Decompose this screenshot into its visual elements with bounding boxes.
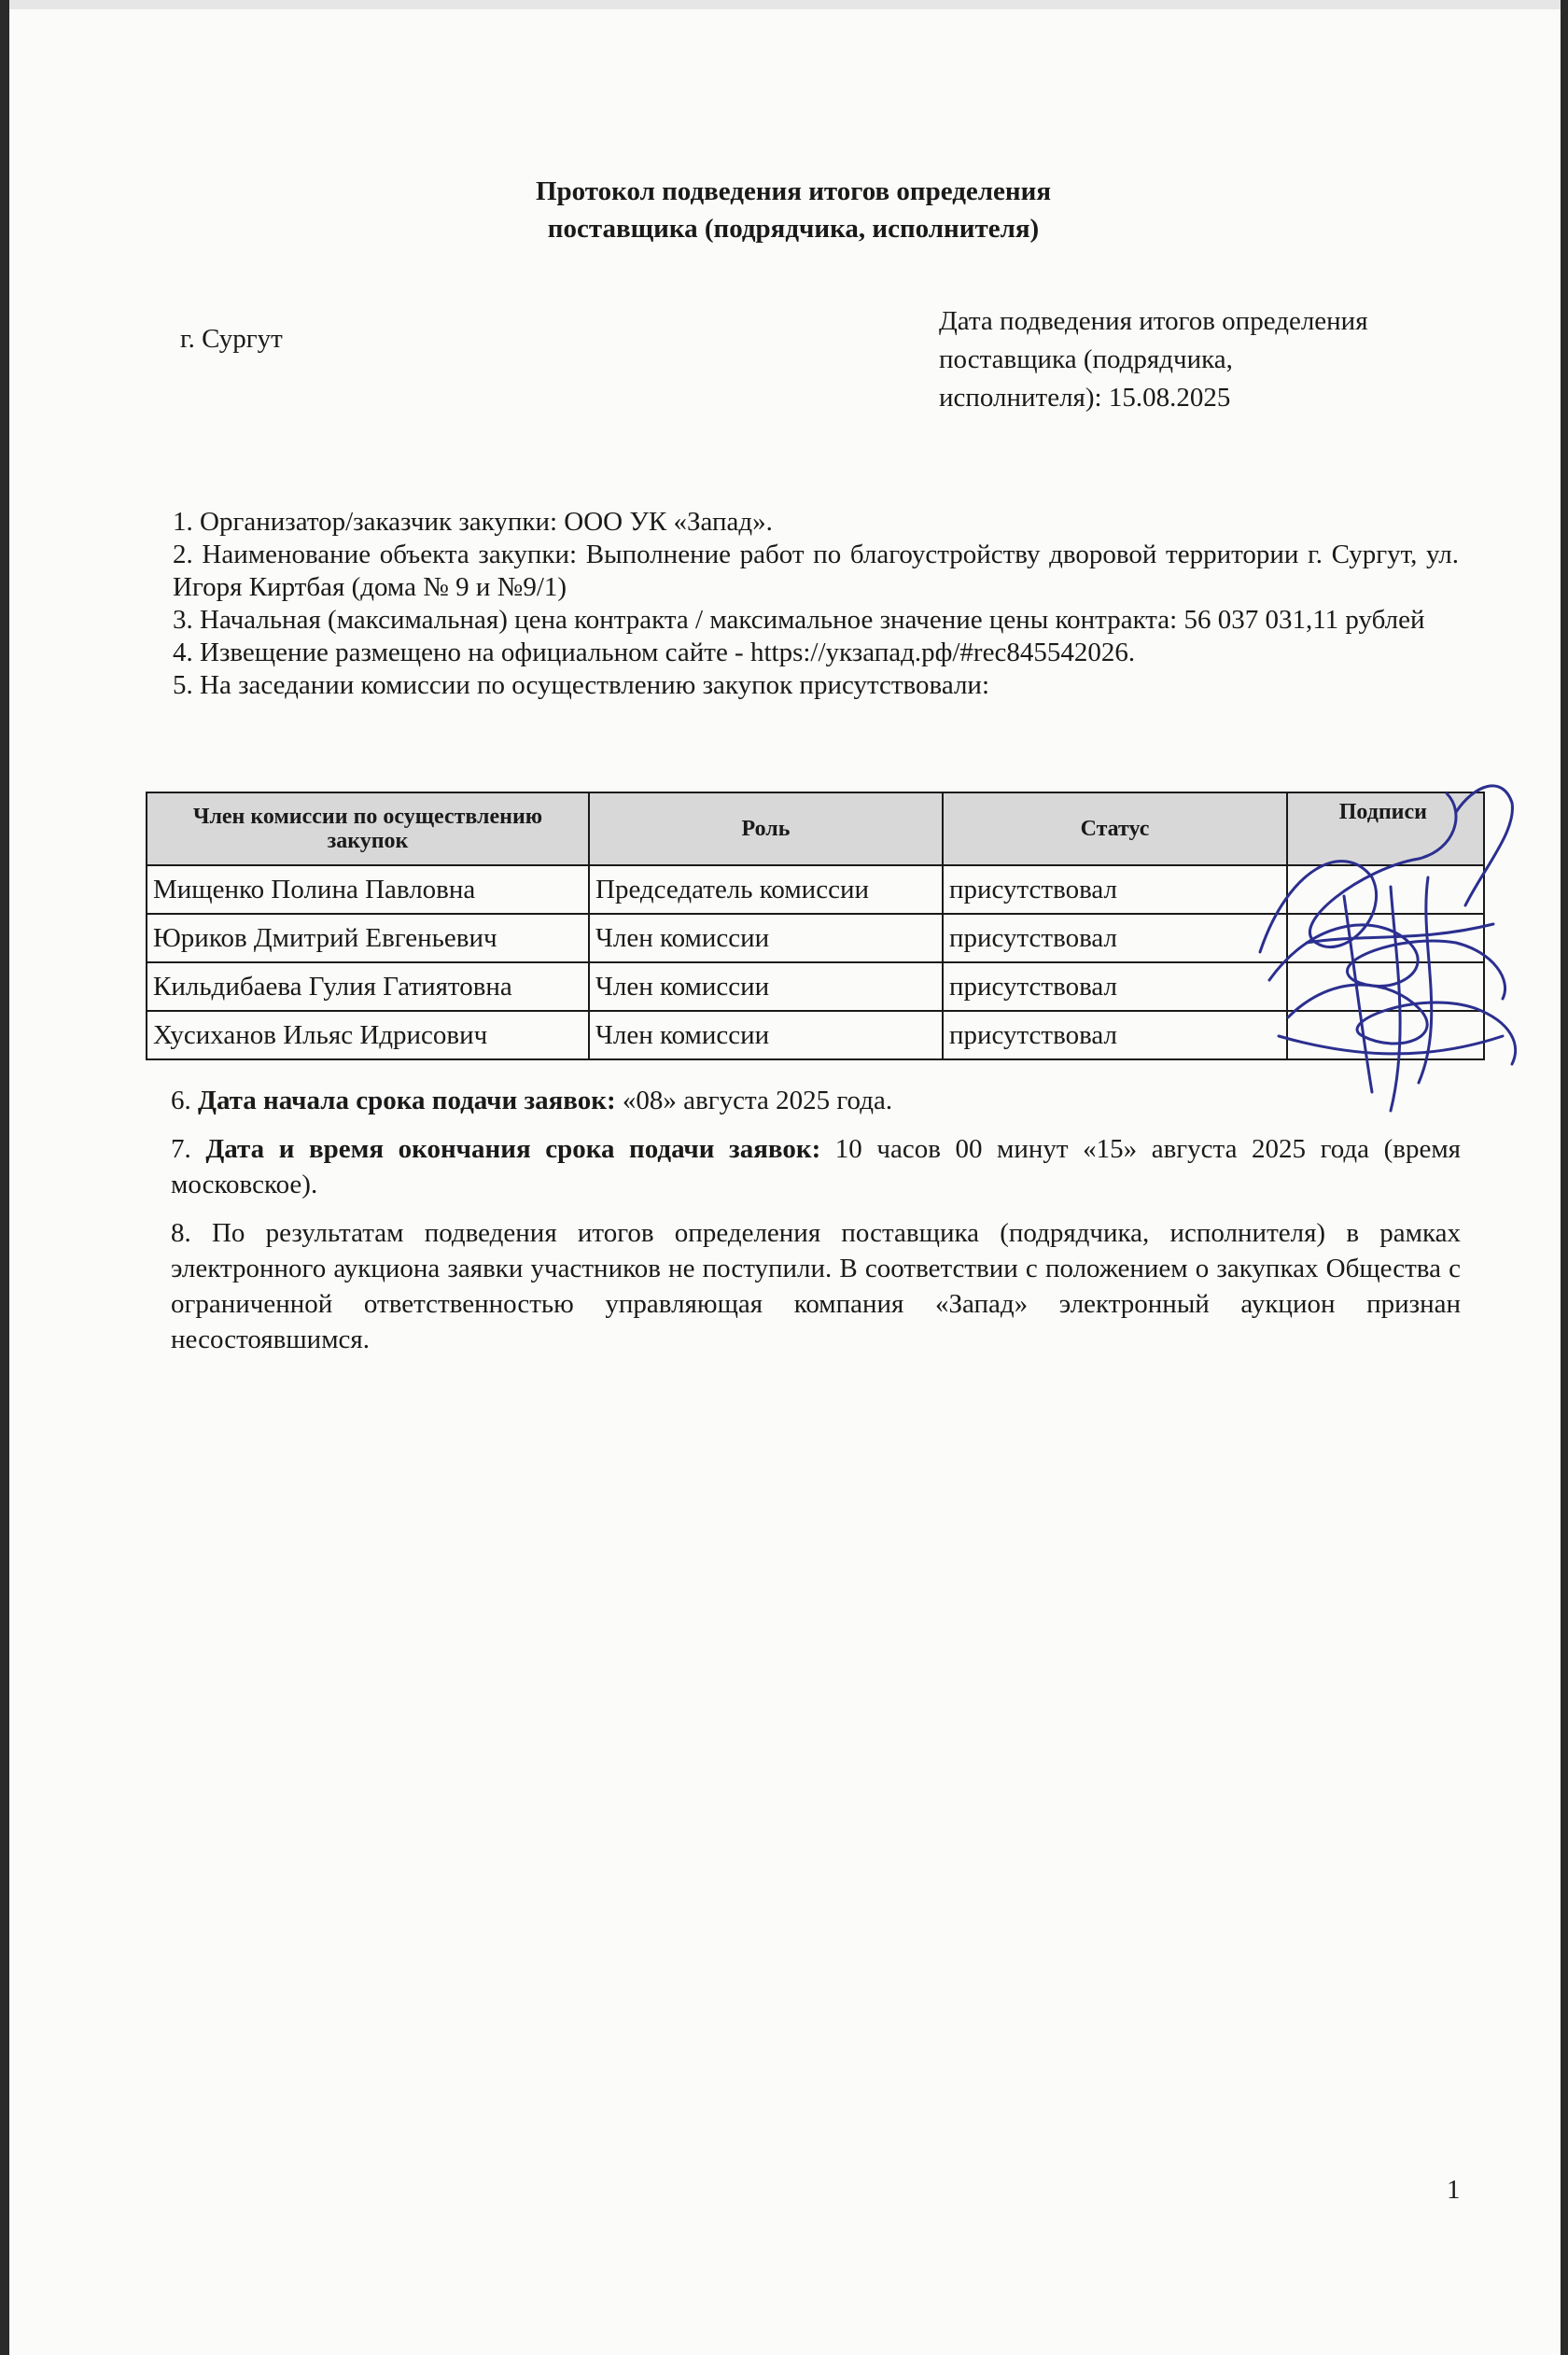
item-notice-link: 4. Извещение размещено на официальном сайте - https://укзапад.рф/#rec845542026.: [173, 638, 1136, 667]
protocol-lower-items: [171, 1083, 1461, 1370]
table-row: [147, 865, 1484, 914]
item-7-label: Дата и время окончания срока подачи заявок:: [205, 1134, 821, 1164]
header-role: Роль: [589, 792, 943, 865]
page-number: 1: [1447, 2175, 1461, 2205]
member-signature-cell: [1287, 1011, 1484, 1059]
title-line-1: Протокол подведения итогов определения: [535, 176, 1052, 206]
member-signature-cell: [1287, 962, 1484, 1011]
member-role: Член комиссии: [589, 962, 943, 1011]
item-result: 8. По результатам подведения итогов определения поставщика (подрядчика, исполнителя) в рамках электронного аукциона заявки участников не поступили. В соответствии с положением о закупках Общества с ограниченной ответственностью управляющая компания «Запад» электронный аукцион признан несостоявшимся.: [171, 1218, 1461, 1354]
item-initial-price: 3. Начальная (максимальная) цена контракта / максимальное значение цены контракта: 56 037 031,11 рублей: [173, 605, 1425, 635]
city: г. Сургут: [180, 324, 283, 354]
item-organizer: 1. Организатор/заказчик закупки: ООО УК «Запад».: [173, 507, 773, 537]
member-name: Юриков Дмитрий Евгеньевич: [147, 914, 589, 962]
member-status: присутствовал: [943, 914, 1287, 962]
document-title: [9, 173, 1561, 247]
item-start-date: [171, 1083, 1461, 1118]
header-member: Член комиссии по осуществлению закупок: [147, 792, 589, 865]
member-name: Кильдибаева Гулия Гатиятовна: [147, 962, 589, 1011]
table-row: [147, 962, 1484, 1011]
member-signature-cell: [1287, 914, 1484, 962]
member-status: присутствовал: [943, 865, 1287, 914]
page-top-edge: [9, 0, 1561, 9]
member-status: присутствовал: [943, 962, 1287, 1011]
title-line-2: поставщика (подрядчика, исполнителя): [547, 214, 1040, 244]
member-role: Председатель комиссии: [589, 865, 943, 914]
member-name: Мищенко Полина Павловна: [147, 865, 589, 914]
item-7-value: 10 часов 00 минут «15» августа 2025 года (время московское).: [171, 1134, 1462, 1199]
item-procurement-object: 2. Наименование объекта закупки: Выполнение работ по благоустройству дворовой территории г. Сургут, ул. Игоря Киртбая (дома № 9 и №9/1): [173, 540, 1459, 602]
member-status: присутствовал: [943, 1011, 1287, 1059]
item-6-label: Дата начала срока подачи заявок:: [198, 1086, 616, 1115]
member-signature-cell: [1287, 865, 1484, 914]
commission-table: [146, 792, 1485, 1060]
item-end-date: [171, 1131, 1461, 1202]
table-row: [147, 914, 1484, 962]
item-6-number: 6.: [171, 1086, 198, 1115]
summary-date-line-2: поставщика (подрядчика,: [939, 344, 1233, 374]
protocol-items: [173, 506, 1459, 702]
summary-date-line-3: исполнителя): 15.08.2025: [939, 383, 1231, 413]
header-status: Статус: [943, 792, 1287, 865]
header-signatures: Подписи: [1287, 792, 1484, 865]
item-6-value: «08» августа 2025 года.: [615, 1086, 893, 1115]
item-7-number: 7.: [171, 1134, 206, 1164]
member-name: Хусиханов Ильяс Идрисович: [147, 1011, 589, 1059]
member-role: Член комиссии: [589, 1011, 943, 1059]
member-role: Член комиссии: [589, 914, 943, 962]
summary-date: [939, 302, 1462, 417]
item-commission-intro: 5. На заседании комиссии по осуществлению закупок присутствовали:: [173, 670, 990, 700]
table-header-row: [147, 792, 1484, 865]
table-row: [147, 1011, 1484, 1059]
summary-date-line-1: Дата подведения итогов определения: [939, 306, 1368, 336]
document-page: [9, 0, 1561, 2355]
